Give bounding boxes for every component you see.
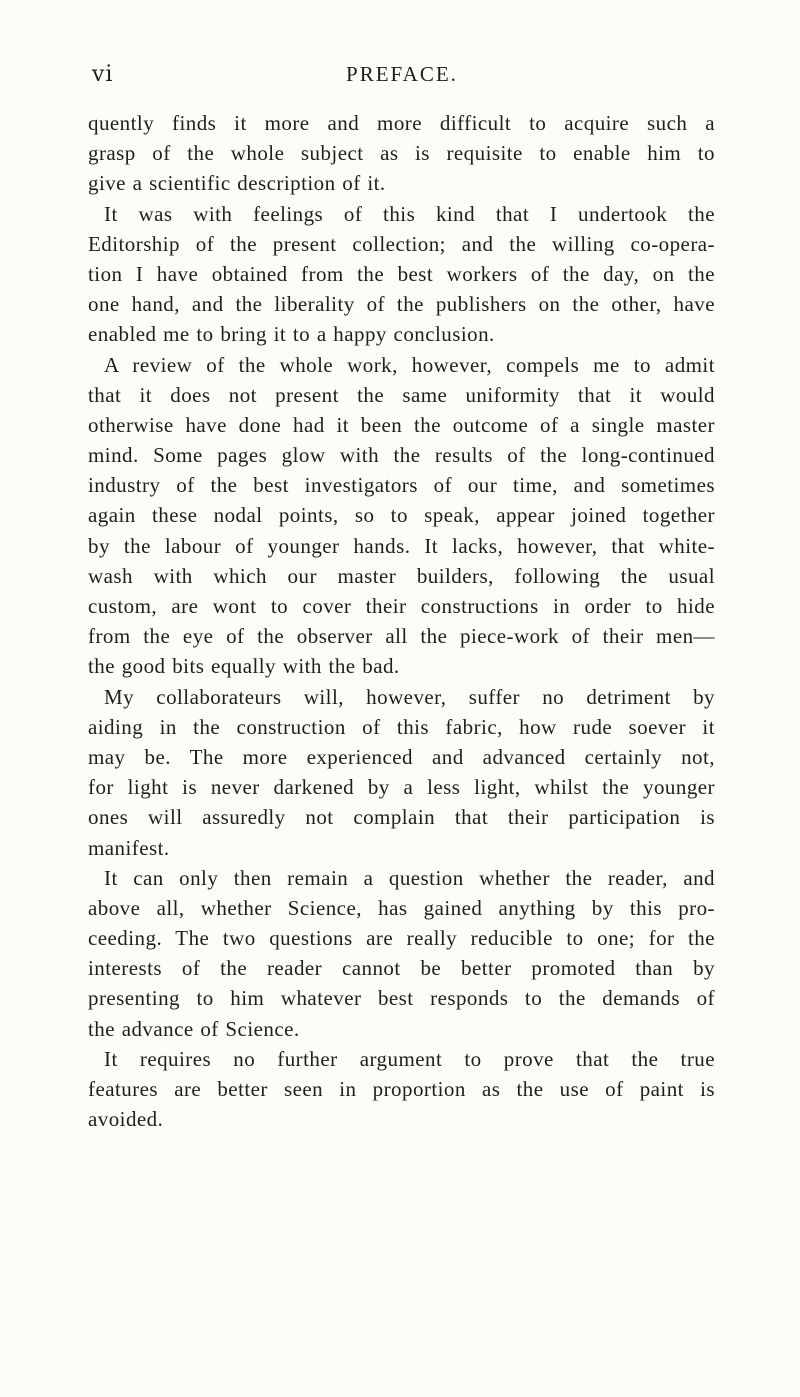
text-line: features are better seen in proportion as the use of paint is <box>88 1077 715 1101</box>
text-line: above all, whether Science, has gained anything by this pro- <box>88 895 715 920</box>
text-line: industry of the best investigators of our time, and sometimes <box>88 473 715 498</box>
text-line: give a scientific description of it. <box>88 171 386 196</box>
text-line: aiding in the construction of this fabric, how rude soever it <box>88 714 715 739</box>
text-line: It was with feelings of this kind that I undertook the <box>104 201 715 226</box>
paragraph <box>88 682 715 863</box>
text-line: the advance of Science. <box>88 1016 300 1041</box>
text-line: tion I have obtained from the best workers of the day, on the <box>88 261 715 286</box>
text-line: from the eye of the observer all the piece-work of their men— <box>88 624 715 649</box>
text-line: interests of the reader cannot be better promoted than by <box>88 956 715 981</box>
running-title: PREFACE. <box>346 62 458 86</box>
text-line: for light is never darkened by a less light, whilst the younger <box>88 775 715 800</box>
text-line: enabled me to bring it to a happy conclusion. <box>88 322 495 347</box>
running-head <box>92 62 712 92</box>
text-line: wash with which our master builders, following the usual <box>88 563 715 588</box>
text-line: one hand, and the liberality of the publishers on the other, have <box>88 292 715 317</box>
text-line: otherwise have done had it been the outcome of a single master <box>88 412 715 437</box>
text-line: presenting to him whatever best responds to the demands of <box>88 986 715 1011</box>
text-line: My collaborateurs will, however, suffer no detriment by <box>104 684 715 709</box>
text-line: manifest. <box>88 835 170 860</box>
paragraph <box>88 863 715 1044</box>
text-line: ones will assuredly not complain that their participation is <box>88 805 715 830</box>
body-text <box>88 108 715 1134</box>
text-line: quently finds it more and more difficult to acquire such a <box>88 111 715 135</box>
paragraph <box>88 350 715 682</box>
text-line: the good bits equally with the bad. <box>88 654 400 679</box>
text-line: It can only then remain a question whether the reader, and <box>104 865 715 890</box>
text-line: grasp of the whole subject as is requisite to enable him to <box>88 141 715 166</box>
text-line: It requires no further argument to prove that the true <box>104 1046 715 1071</box>
paragraph <box>88 199 715 350</box>
text-line: custom, are wont to cover their constructions in order to hide <box>88 594 715 618</box>
text-line: again these nodal points, so to speak, appear joined together <box>88 503 715 528</box>
paragraph <box>88 108 715 199</box>
text-line: ceeding. The two questions are really reducible to one; for the <box>88 926 715 951</box>
text-line: may be. The more experienced and advanced certainly not, <box>88 744 715 769</box>
text-line: Editorship of the present collection; and the willing co-opera- <box>88 231 715 256</box>
text-line: mind. Some pages glow with the results of the long-continued <box>88 443 715 468</box>
text-line: that it does not present the same uniformity that it would <box>88 382 715 407</box>
paragraph <box>88 1044 715 1135</box>
text-line: by the labour of younger hands. It lacks, however, that white- <box>88 533 715 558</box>
text-line: avoided. <box>88 1107 164 1132</box>
page-number: vi <box>92 62 114 87</box>
text-line: A review of the whole work, however, compels me to admit <box>104 352 715 377</box>
